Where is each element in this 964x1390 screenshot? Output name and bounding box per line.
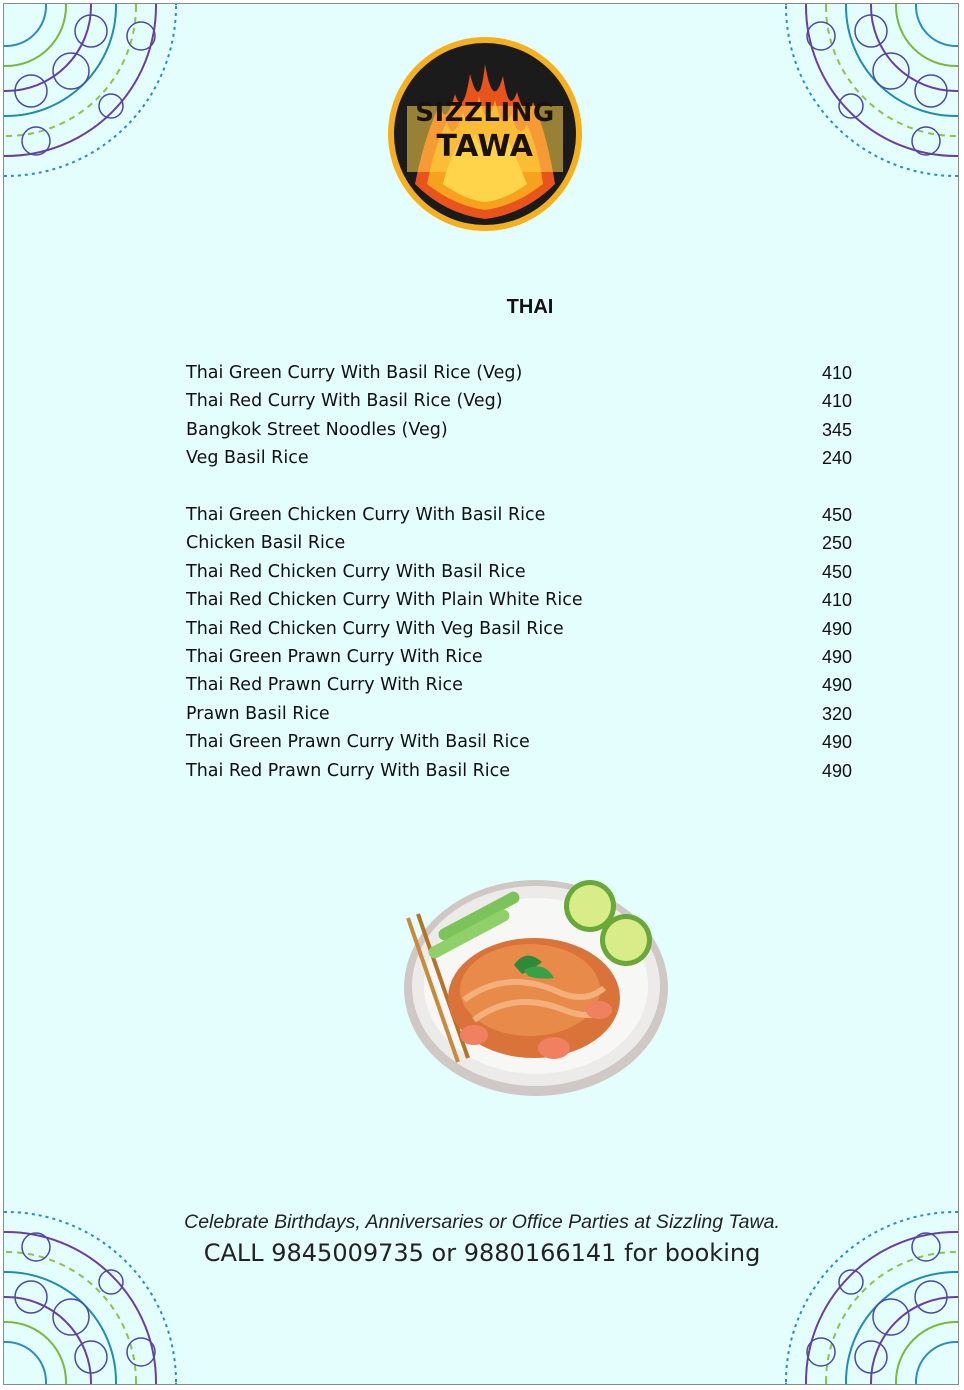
- menu-item-price: 320: [821, 703, 852, 724]
- menu-item-name: Thai Green Curry With Basil Rice (Veg): [186, 363, 523, 383]
- menu-item: [186, 671, 852, 699]
- veg-menu-list: [186, 359, 852, 473]
- menu-item-price: 345: [821, 419, 852, 440]
- mandala-corner-top-right: [776, 3, 959, 186]
- menu-item: [186, 728, 852, 756]
- menu-item-price: 490: [821, 675, 852, 696]
- menu-item-name: Thai Green Prawn Curry With Rice: [186, 646, 483, 667]
- menu-item: [186, 416, 852, 444]
- menu-item-price: 490: [821, 760, 852, 781]
- menu-item-price: 410: [821, 590, 852, 611]
- menu-item-name: Thai Red Chicken Curry With Plain White Rice: [186, 590, 583, 611]
- booking-call-text: CALL 9845009735 or 9880166141 for booking: [203, 1239, 761, 1267]
- menu-item: [186, 444, 852, 472]
- logo-text-line1: SIZZLING: [415, 98, 555, 128]
- menu-item: [186, 529, 852, 557]
- menu-page: [3, 3, 959, 1385]
- menu-item-price: 410: [821, 363, 852, 383]
- nonveg-menu-list: [186, 501, 852, 785]
- menu-item: [186, 757, 852, 785]
- menu-item-name: Thai Green Chicken Curry With Basil Rice: [186, 505, 546, 525]
- menu-item-name: Thai Red Chicken Curry With Basil Rice: [186, 561, 526, 582]
- promo-text: Celebrate Birthdays, Anniversaries or Office Parties at Sizzling Tawa.: [184, 1211, 780, 1233]
- menu-item-name: Thai Red Prawn Curry With Rice: [186, 675, 463, 696]
- menu-item-price: 490: [821, 618, 852, 639]
- menu-item-name: Chicken Basil Rice: [186, 533, 346, 554]
- menu-item-price: 250: [821, 533, 852, 554]
- menu-item: [186, 359, 852, 387]
- logo-text-line2: TAWA: [436, 129, 534, 164]
- menu-item-name: Thai Green Prawn Curry With Basil Rice: [186, 732, 530, 753]
- menu-item: [186, 615, 852, 643]
- menu-item-price: 450: [821, 505, 852, 525]
- menu-item: [186, 700, 852, 728]
- menu-item: [186, 387, 852, 415]
- menu-item-name: Bangkok Street Noodles (Veg): [186, 419, 448, 440]
- restaurant-logo: [385, 34, 585, 234]
- menu-item: [186, 558, 852, 586]
- menu-item-price: 490: [821, 732, 852, 753]
- section-title: THAI: [506, 296, 554, 318]
- menu-item-price: 410: [821, 391, 852, 412]
- menu-item-name: Thai Red Curry With Basil Rice (Veg): [186, 391, 503, 412]
- menu-item: [186, 501, 852, 529]
- menu-item-name: Thai Red Chicken Curry With Veg Basil Rice: [186, 618, 564, 639]
- menu-item: [186, 643, 852, 671]
- pad-thai-dish-image: [394, 870, 674, 1100]
- menu-item-price: 490: [821, 646, 852, 667]
- menu-item-price: 240: [821, 448, 852, 469]
- menu-item-name: Thai Red Prawn Curry With Basil Rice: [186, 760, 511, 781]
- menu-item: [186, 586, 852, 614]
- menu-item-name: Veg Basil Rice: [186, 448, 309, 469]
- mandala-corner-top-left: [3, 3, 186, 186]
- menu-item-price: 450: [821, 561, 852, 582]
- menu-item-name: Prawn Basil Rice: [186, 703, 330, 724]
